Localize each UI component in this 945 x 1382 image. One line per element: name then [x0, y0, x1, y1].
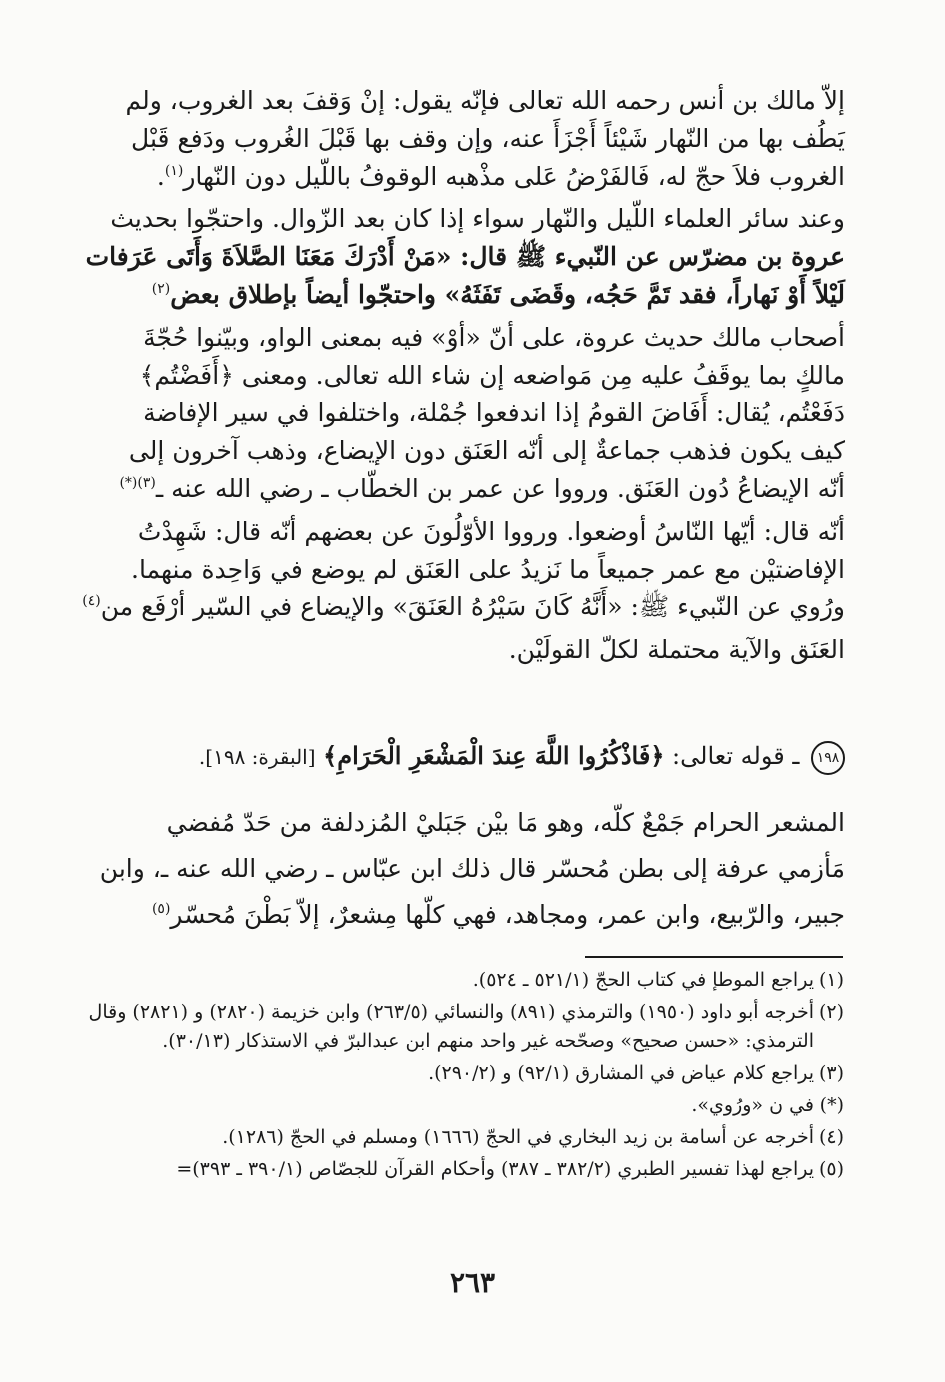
footnote-text: يراجع كلام عياض في المشارق (٩٢/١) و (٢٩٠/٢).	[428, 1062, 814, 1084]
footnote-marker[interactable]: (*)	[119, 474, 138, 491]
verse-quote: ﴿فَاذْكُرُوا اللَّهَ عِندَ الْمَشْعَرِ الْحَرَامِ﴾	[323, 741, 665, 770]
footnote-marker[interactable]: (٤)	[82, 593, 101, 610]
footnote	[84, 1155, 844, 1184]
footnote	[84, 966, 844, 995]
verse-intro: ـ قوله تعالى:	[672, 742, 800, 770]
text-line: المشعر الحرام جَمْعٌ كلّه، وهو مَا بيْن جَبَليْ المُزدلفة من حَدّ مُفضي	[166, 808, 845, 837]
footnote-text: في ن «ورُوي».	[691, 1094, 814, 1116]
text-line: كيف يكون فذهب جماعةٌ إلى أنّه العَنَق دون الإيضاع، وذهب آخرون إلى	[128, 436, 845, 466]
text-line-content: ورُوي عن النّبيء ﷺ: «أَنَّهُ كَانَ سَيْرُهُ العَنَقَ» والإيضاع في السّير أرْفَع من	[100, 592, 845, 622]
footnote-marker[interactable]: (٢)	[151, 280, 171, 297]
text-line	[82, 588, 845, 631]
main-text	[82, 82, 845, 669]
text-line: وعند سائر العلماء اللّيل والنّهار سواء إذا كان بعد الزّوال. واحتجّوا بحديث	[110, 204, 845, 234]
footnote	[84, 1091, 844, 1120]
footnote	[84, 1059, 844, 1088]
footnote-number: (*)	[819, 1094, 844, 1116]
verse-heading	[90, 736, 845, 777]
page-number: ٢٦٣	[449, 1266, 496, 1299]
footnote-marker[interactable]: (٣)	[137, 474, 156, 491]
text-line-content: أنّه الإيضاعُ دُون العَنَق. ورووا عن عمر بن الخطّاب ـ رضي الله عنه ـ	[155, 473, 845, 503]
footnote-number: (٣)	[818, 1062, 844, 1084]
text-line-content: الغروب فلاَ حجّ له، فَالفَرْضُ عَلى مذْهبه الوقوفُ باللّيل دون النّهار	[183, 161, 845, 191]
text-line	[90, 276, 845, 319]
text-line	[90, 892, 845, 942]
text-line-content: جبير، والرّبيع، وابن عمر، ومجاهد، فهي كلّها مِشعرٌ، إلاّ بَطْنَ مُحسّر	[170, 900, 845, 929]
text-line: الإفاضتيْن مع عمر جميعاً ما نَزيدُ على العَنَق لم يوضع في وَاحِدة منهما.	[131, 554, 845, 584]
footnote-separator	[585, 956, 843, 958]
text-line: العَنَق والآية محتملة لكلّ القولَيْن.	[508, 635, 845, 665]
footnote-marker[interactable]: (١)	[164, 162, 184, 179]
footnote-number: (٢)	[818, 1001, 844, 1023]
footnote-marker[interactable]: (٥)	[151, 901, 171, 917]
footnote	[84, 998, 844, 1056]
text-line: إلاّ مالك بن أنس رحمه الله تعالى فإنّه يقول: إنْ وَقفَ بعد الغروب، ولم	[125, 86, 845, 115]
footnote-text: يراجع لهذا تفسير الطبري (٣٨٢/٢ ـ ٣٨٧) وأحكام القرآن للجصّاص (٣٩٠/١ ـ ٣٩٣)=	[176, 1158, 814, 1180]
footnote	[84, 1123, 844, 1152]
text-line: مَأزمي عرفة إلى بطن مُحسّر قال ذلك ابن عبّاس ـ رضي الله عنه ـ، وابن	[99, 854, 845, 883]
footnote-number: (١)	[818, 969, 844, 991]
text-line: مالكٍ بما يوقَفُ عليه مِن مَواضعه إن شاء الله تعالى. ومعنى ﴿أَفَضْتُم﴾	[139, 360, 845, 390]
text-line	[90, 470, 845, 513]
footnote-text: يراجع الموطإ في كتاب الحجّ (٥٢١/١ ـ ٥٢٤).	[472, 969, 814, 991]
text-line: أصحاب مالك حديث عروة، على أنّ «أوْ» فيه بمعنى الواو، وبيّنوا حُجّةَ	[143, 322, 845, 352]
text-line-content: لَيْلاً أَوْ نَهاراً، فقد تَمَّ حَجُه، وقَضَى تَفَثَهُ» واحتجّوا أيضاً بإطلاق بعض	[170, 279, 845, 309]
commentary-paragraph	[90, 800, 845, 942]
footnote-number: (٥)	[818, 1158, 844, 1180]
text-line: دَفَعْتُم، يُقال: أَفَاضَ القومُ إذا اندفعوا جُمْلة، واختلفوا في سير الإفاضة	[143, 398, 845, 428]
verse-number-badge: ١٩٨	[811, 741, 845, 775]
text-line: يَطُف بها من النّهار شَيْئاً أَجْزَأَ عنه، وإن وقف بها قَبْلَ الغُروب ودَفع قَبْل	[131, 123, 845, 153]
text-line: الغروب فلاَ حجّ له، فَالفَرْضُ عَلى مذْهبه الوقوفُ باللّيل دون النّهار$^{(١)}$.	[156, 161, 845, 191]
footnote-number: (٤)	[818, 1126, 844, 1148]
text-line: أنّه قال: أيّها النّاسُ أوضعوا. ورووا الأوّلُونَ عن بعضهم أنّه قال: شَهِدْتُ	[137, 516, 845, 546]
footnotes	[84, 966, 844, 1187]
text-line: عروة بن مضرّس عن النّبيء ﷺ قال: «مَنْ أَدْرَكَ مَعَنَا الصَّلاَةَ وَأَتَى عَرَفات	[85, 242, 845, 272]
footnote-text: أخرجه أبو داود (١٩٥٠) والترمذي (٨٩١) والنسائي (٢٦٣/٥) وابن خزيمة (٢٨٢٠) و (٢٨٢١) وقال الترمذي: «حسن صحيح» وصحّحه غير واحد منهم ابن عبدالبرّ في الاستذكار (٣٠/١٣).	[88, 1001, 814, 1052]
verse-reference: [البقرة: ١٩٨].	[198, 745, 316, 769]
footnote-text: أخرجه عن أسامة بن زيد البخاري في الحجّ (١٦٦٦) ومسلم في الحجّ (١٢٨٦).	[222, 1126, 814, 1148]
